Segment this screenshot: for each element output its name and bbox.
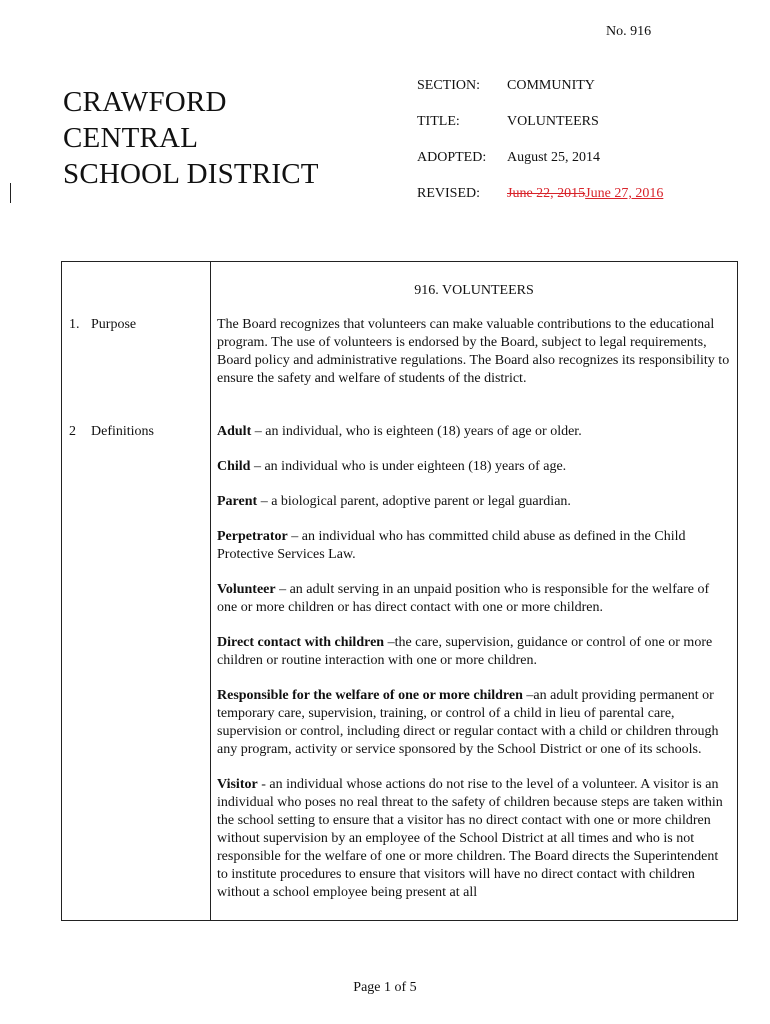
definition-text: – a biological parent, adoptive parent or legal guardian. [257,494,571,509]
title-row [417,114,599,130]
section-value: COMMUNITY [507,78,595,93]
policy-heading: 916. VOLUNTEERS [414,283,534,298]
section-row [417,78,595,94]
definition-visitor [217,776,732,902]
definition-volunteer [217,581,732,617]
definition-text: - an individual whose actions do not rise to the level of a volunteer. A visitor is an individual who poses no real threat to the safety of children because steps are taken within the school setting to ensure that a visitor has no direct contact with one or more children without supervision by an employee of the School District at all times and who is not responsible for the welfare of one or more children. The Board directs the Superintendent to institute procedures to ensure that visitors will have no direct contact with children without a school employee being present at all [217,777,723,900]
definition-perpetrator [217,528,732,564]
revision-change-bar [10,183,11,203]
purpose-body [217,316,732,405]
definition-responsible-for-welfare [217,687,732,759]
revised-inserted-date: June 27, 2016 [585,186,664,201]
definition-text: – an adult serving in an unpaid position who is responsible for the welfare of one or more children or has direct contact with one or more children. [217,582,710,615]
definition-child [217,458,732,476]
district-name [63,84,319,192]
column-divider [210,262,211,920]
district-line-1: CRAWFORD [63,86,227,118]
section-purpose-label [69,317,136,333]
section-number: 1. [69,317,80,332]
section-definitions-label [69,424,154,440]
definition-parent [217,493,732,511]
definition-term: Direct contact with children [217,635,385,650]
definitions-body [217,423,732,919]
definition-term: Child [217,459,251,474]
definition-adult [217,423,732,441]
policy-table [61,261,738,921]
section-title: Purpose [91,317,137,332]
definition-text: – an individual who is under eighteen (18) years of age. [250,459,567,474]
policy-number: No. 916 [606,24,652,39]
district-line-2: CENTRAL [63,122,199,154]
title-label: TITLE: [417,114,460,129]
section-title: Definitions [91,424,154,439]
definition-term: Responsible for the welfare of one or more children [217,688,523,703]
revised-deleted-date: June 22, 2015 [507,186,586,201]
definition-text: – an individual who has committed child abuse as defined in the Child Protective Services Law. [217,529,686,562]
title-value: VOLUNTEERS [507,114,599,129]
definition-term: Parent [217,494,258,509]
adopted-row [417,150,600,166]
definition-term: Volunteer [217,582,276,597]
section-label: SECTION: [417,78,480,93]
revised-label: REVISED: [417,186,480,201]
definition-term: Perpetrator [217,529,288,544]
definition-term: Adult [217,424,252,439]
definition-text: – an individual, who is eighteen (18) years of age or older. [251,424,582,439]
adopted-value: August 25, 2014 [507,150,600,165]
definition-text: –the care, supervision, guidance or control of one or more children or routine interaction with one or more children. [217,635,713,668]
definition-term: Visitor [217,777,258,792]
purpose-paragraph: The Board recognizes that volunteers can make valuable contributions to the educational program. The use of volunteers is endorsed by the Board, subject to legal requirements, Board policy and administrative regulations. The Board also recognizes its responsibility to ensure the safety and welfare of students of the district. [217,317,730,386]
definition-direct-contact [217,634,732,670]
district-line-3: SCHOOL DISTRICT [63,158,319,190]
page-number: Page 1 of 5 [353,980,417,995]
revised-row [417,186,663,202]
section-number: 2 [69,424,76,439]
adopted-label: ADOPTED: [417,150,487,165]
definition-text: –an adult providing permanent or temporary care, supervision, training, or control of a child in lieu of parental care, supervision or control, including direct or regular contact with a child or children through any program, activity or service sponsored by the School District or one of its schools. [217,688,719,757]
